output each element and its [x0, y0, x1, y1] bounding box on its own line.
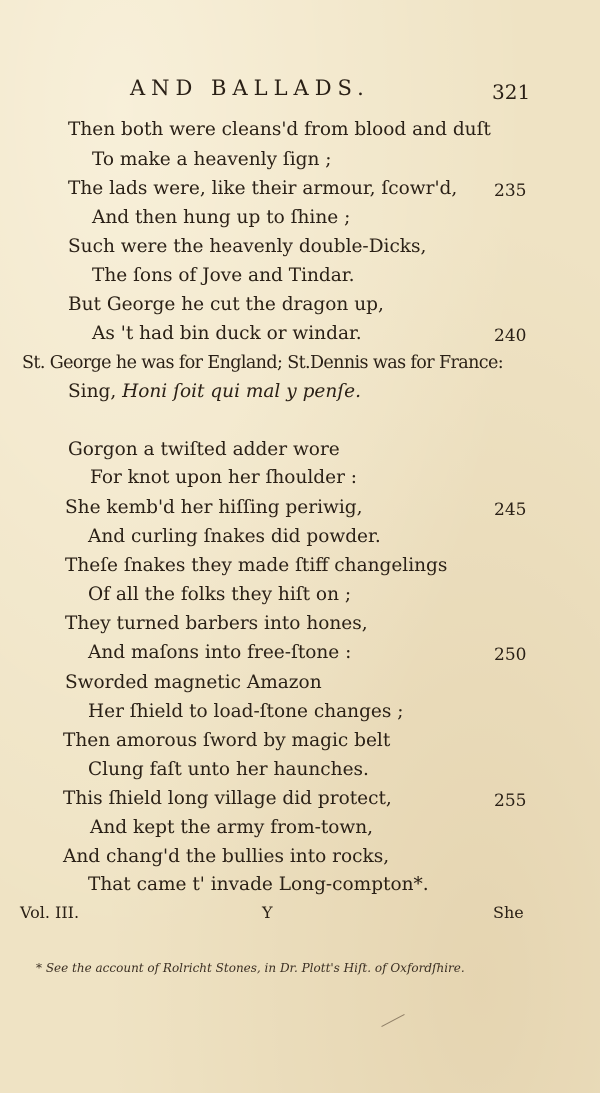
verse-line — [92, 207, 350, 229]
verse-line — [88, 874, 429, 896]
page-number: 321 — [492, 80, 531, 104]
verse-line — [65, 555, 447, 577]
verse-line-text: As 't had bin duck or windar. — [92, 323, 362, 344]
verse-line — [65, 613, 368, 635]
volume-label: Vol. III. — [20, 903, 80, 922]
verse-line — [63, 788, 392, 810]
footnote: * See the account of Rolricht Stones, in Dr. Plott's Hiſt. of Oxfordſhire. — [36, 961, 465, 975]
verse-line-text: This ſhield long village did protect, — [63, 788, 392, 809]
verse-line-text: She kemb'd her hiſſing periwig, — [65, 497, 363, 518]
verse-line-text: And chang'd the bullies into rocks, — [63, 846, 390, 867]
verse-line-text: The ſons of Jove and Tindar. — [92, 265, 355, 286]
line-number: 255 — [494, 791, 527, 811]
verse-line — [68, 381, 361, 403]
verse-line — [92, 323, 362, 345]
verse-line — [88, 701, 404, 723]
verse-line-text: And maſons into free-ſtone : — [88, 642, 352, 663]
verse-line-text: Clung faſt unto her haunches. — [88, 759, 369, 780]
line-number: 240 — [494, 326, 527, 346]
verse-line-text: St. George he was for England; St.Dennis was for France: — [22, 353, 504, 373]
verse-line-text: Then both were cleans'd from blood and duſt — [68, 119, 491, 140]
running-header: AND BALLADS. — [130, 76, 370, 100]
verse-line-text: Sing, — [68, 381, 123, 402]
verse-line-text: And kept the army from-town, — [90, 817, 374, 838]
verse-line-text: Gorgon a twiſted adder wore — [68, 439, 340, 460]
verse-line-text: The lads were, like their armour, ſcowr'd, — [68, 178, 458, 199]
verse-line — [22, 352, 503, 374]
verse-line — [88, 526, 381, 548]
verse-line — [63, 730, 390, 752]
signature-mark: Y — [262, 903, 273, 922]
verse-line-text: But George he cut the dragon up, — [68, 294, 384, 315]
line-number: 235 — [494, 181, 527, 201]
verse-line-text: For knot upon her ſhoulder : — [90, 467, 358, 488]
verse-line-text: Her ſhield to load-ſtone changes ; — [88, 701, 404, 722]
verse-line — [88, 584, 351, 606]
verse-line-italic: Honi ſoit qui mal y penſe. — [122, 381, 361, 402]
verse-line-text: That came t' invade Long-compton*. — [88, 874, 429, 895]
verse-line-text: And curling ſnakes did powder. — [88, 526, 381, 547]
verse-line — [68, 119, 491, 141]
verse-line — [68, 178, 457, 200]
verse-line — [92, 149, 332, 171]
ink-mark — [381, 1014, 404, 1027]
verse-line-text: Then amorous ſword by magic belt — [63, 730, 391, 751]
verse-line-text: Of all the folks they hiſt on ; — [88, 584, 352, 605]
verse-line-text: Sworded magnetic Amazon — [65, 672, 322, 693]
line-number: 245 — [494, 500, 527, 520]
line-number: 250 — [494, 645, 527, 665]
verse-line-text: They turned barbers into hones, — [65, 613, 368, 634]
verse-line — [90, 467, 357, 489]
verse-line — [68, 294, 384, 316]
verse-line — [68, 236, 426, 258]
verse-line-text: And then hung up to ſhine ; — [92, 207, 351, 228]
verse-line-text: Theſe ſnakes they made ſtiff changelings — [65, 555, 448, 576]
verse-line — [88, 642, 351, 664]
verse-line — [90, 817, 373, 839]
verse-line — [65, 672, 322, 694]
verse-line-text: To make a heavenly ſign ; — [92, 149, 332, 170]
verse-line — [65, 497, 362, 519]
verse-line — [92, 265, 354, 287]
verse-line — [63, 846, 389, 868]
verse-line-text: Such were the heavenly double-Dicks, — [68, 236, 427, 257]
catchword: She — [493, 903, 524, 922]
verse-line — [88, 759, 369, 781]
verse-line — [68, 439, 340, 461]
